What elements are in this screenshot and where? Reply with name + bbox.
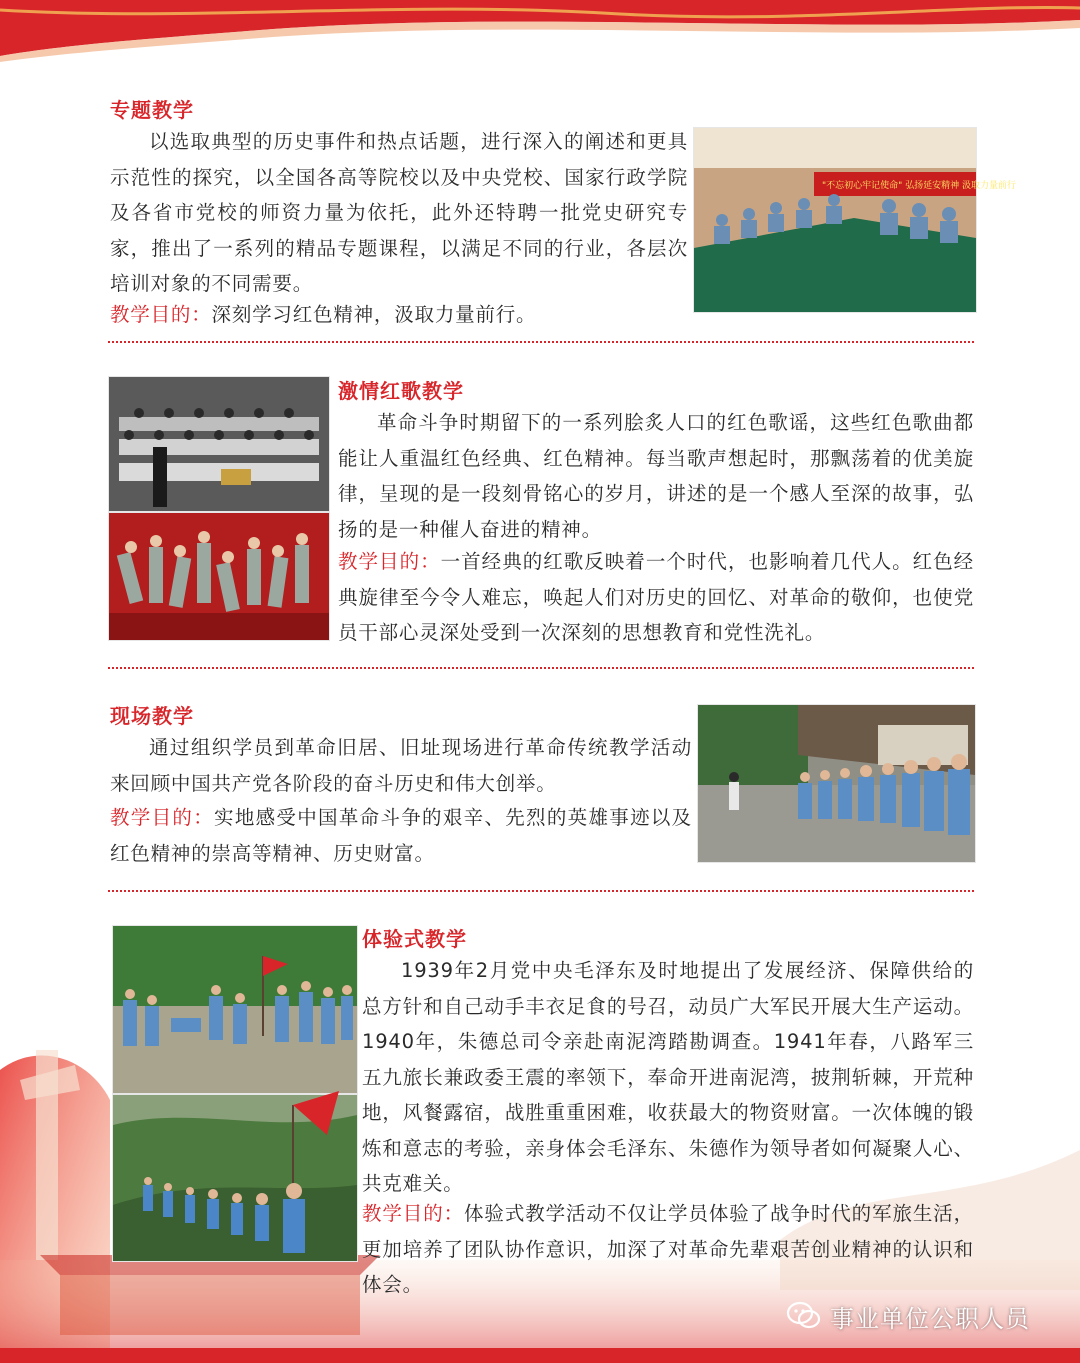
photo-red-song-stage bbox=[108, 512, 330, 641]
section-title-topic: 专题教学 bbox=[110, 98, 194, 122]
goal-text: 一首经典的红歌反映着一个时代，也影响着几代人。红色经典旋律至今令人难忘，唤起人们对历史的回忆、对革命的敬仰，也使党员干部心灵深处受到一次深刻的思想教育和党性洗礼。 bbox=[338, 550, 974, 644]
goal-text: 实地感受中国革命斗争的艰辛、先烈的英雄事迹以及红色精神的崇高等精神、历史财富。 bbox=[110, 806, 692, 865]
section-body-topic: 以选取典型的历史事件和热点话题，进行深入的阐述和更具示范性的探究，以全国各高等院校以及中央党校、国家行政学院及各省市党校的师资力量为依托，此外还特聘一批党史研究专家，推出了一系列的精品专题课程，以满足不同的行业，各层次培训对象的不同需要。 bbox=[110, 130, 688, 295]
section-goal-experience bbox=[362, 1196, 974, 1303]
section-body-onsite: 通过组织学员到革命旧居、旧址现场进行革命传统教学活动来回顾中国共产党各阶段的奋斗历史和伟大创举。 bbox=[110, 736, 692, 795]
section-body-experience: 1939年2月党中央毛泽东及时地提出了发展经济、保障供给的总方针和自己动手丰衣足食的号召，动员广大军民开展大生产运动。1940年，朱德总司令亲赴南泥湾踏勘调查。1941年春，八路军三五九旅长兼政委王震的率领下，奉命开进南泥湾，披荆斩棘，开荒种地，风餐露宿，战胜重重困难，收获最大的物资财富。一次体魄的锻炼和意志的考验，亲身体会毛泽东、朱德作为领导者如何凝聚人心、共克难关。 bbox=[362, 959, 974, 1195]
wechat-icon bbox=[786, 1300, 822, 1332]
section-goal-topic bbox=[110, 297, 688, 333]
photo-lecture-hall bbox=[693, 127, 1017, 313]
goal-label: 教学目的： bbox=[110, 806, 215, 829]
watermark-text: 事业单位公职人员 bbox=[830, 1304, 1030, 1333]
wechat-watermark bbox=[786, 1296, 1056, 1336]
photo-experience-field bbox=[112, 925, 358, 1094]
section-divider bbox=[108, 341, 974, 343]
section-goal-red-song bbox=[338, 544, 974, 651]
section-title-experience: 体验式教学 bbox=[362, 927, 467, 951]
section-title-red-song: 激情红歌教学 bbox=[338, 379, 464, 403]
top-red-banner bbox=[0, 0, 1080, 62]
photo-onsite-teaching bbox=[697, 704, 976, 863]
section-body-red-song: 革命斗争时期留下的一系列脍炙人口的红色歌谣，这些红色歌曲都能让人重温红色经典、红色精神。每当歌声想起时，那飘荡着的优美旋律，呈现的是一段刻骨铭心的岁月，讲述的是一个感人至深的故事，弘扬的是一种催人奋进的精神。 bbox=[338, 411, 974, 541]
section-divider bbox=[108, 667, 974, 669]
section-title-onsite: 现场教学 bbox=[110, 704, 194, 728]
section-divider bbox=[108, 890, 974, 892]
goal-label: 教学目的： bbox=[338, 550, 441, 573]
photo-experience-hill bbox=[112, 1094, 358, 1262]
goal-text: 体验式教学活动不仅让学员体验了战争时代的军旅生活，更加培养了团队协作意识，加深了对革命先辈艰苦创业精神的认识和体会。 bbox=[362, 1202, 974, 1296]
goal-label: 教学目的： bbox=[362, 1202, 465, 1225]
section-goal-onsite bbox=[110, 800, 692, 871]
goal-label: 教学目的： bbox=[110, 303, 212, 326]
photo-choir-historic bbox=[108, 376, 330, 512]
photo-banner-text: "不忘初心牢记使命" 弘扬延安精神 汲取力量前行 bbox=[822, 181, 1017, 191]
goal-text: 深刻学习红色精神，汲取力量前行。 bbox=[211, 303, 537, 326]
